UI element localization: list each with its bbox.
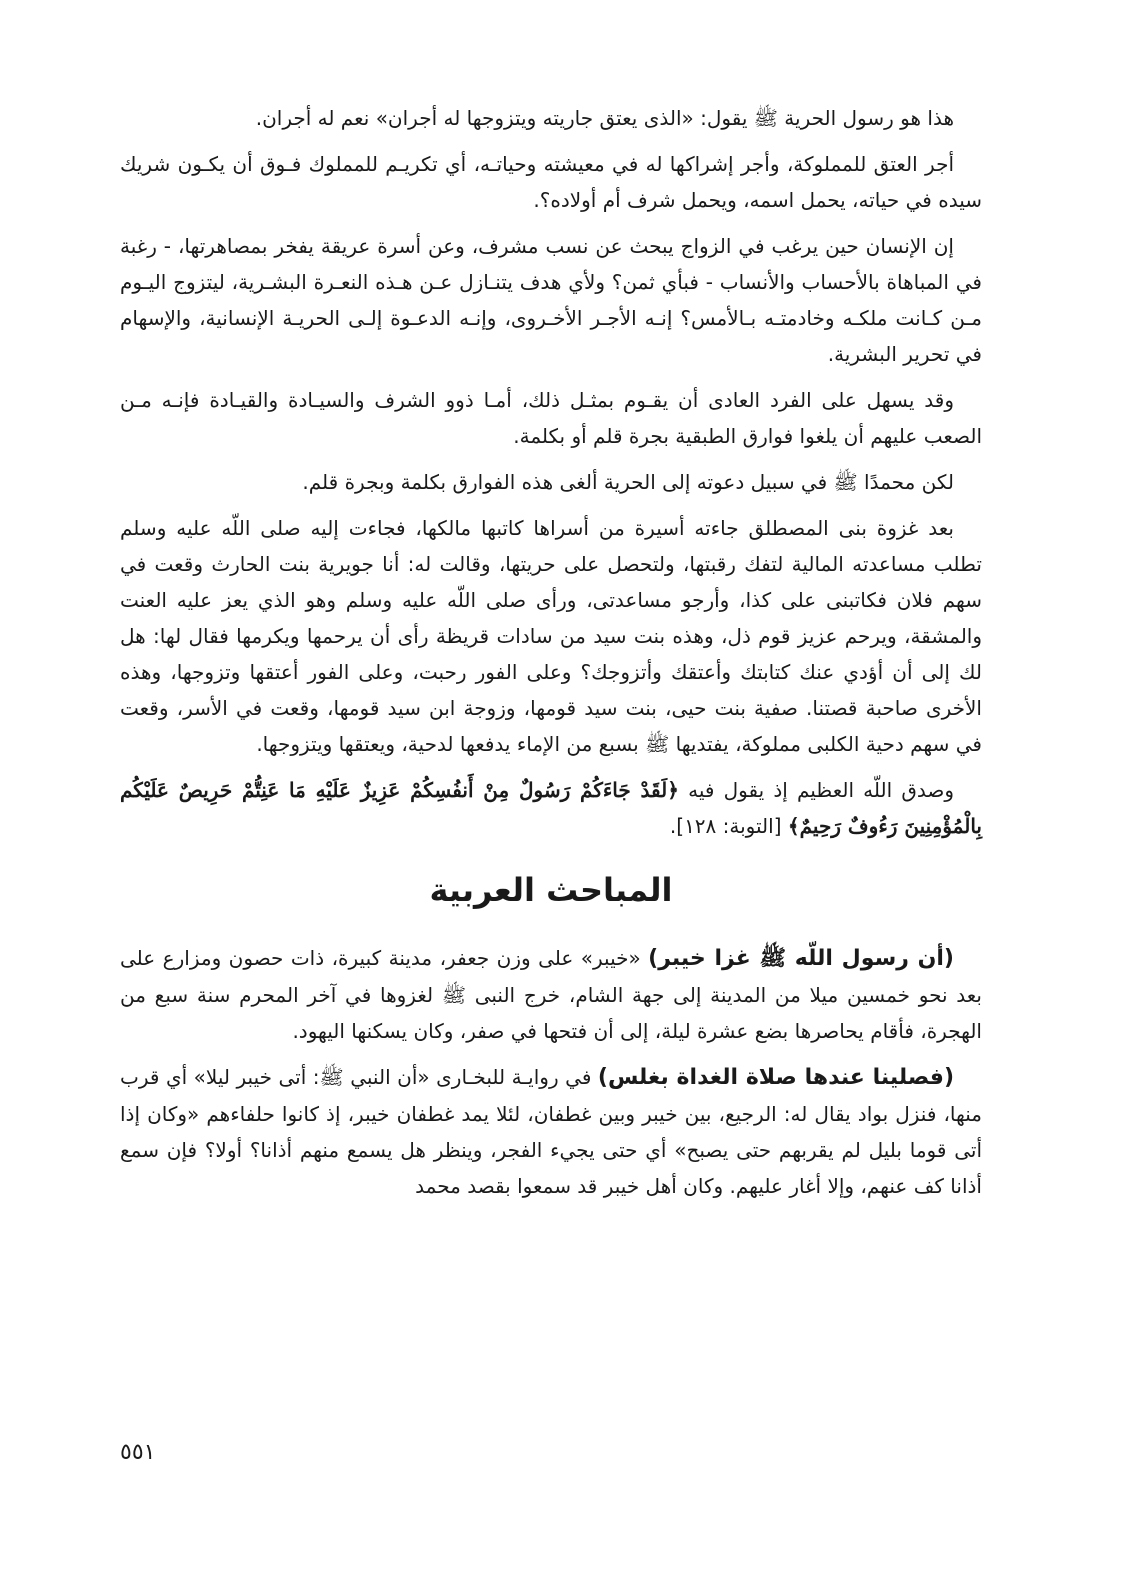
quran-verse: ﴿لَقَدْ جَاءَكُمْ رَسُولٌ مِنْ أَنفُسِكُمْ عَزِيزٌ عَلَيْهِ مَا عَنِتُّمْ حَرِيصٌ عَلَيْكُم بِالْمُؤْمِنِينَ رَءُوفٌ رَحِيمٌ﴾	[120, 778, 982, 838]
paragraph: بعد غزوة بنى المصطلق جاءته أسيرة من أسراها كاتبها مالكها، فجاءت إليه صلى اللّه عليه وسلم تطلب مساعدته المالية لتفك رقبتها، ولتحصل على حريتها، وقالت له: أنا جويرية بنت الحارث وقعت في سهم فلان فكاتبنى على كذا، وأرجو مساعدتى، ورأى صلى اللّه عليه وسلم وهو الذي يعز عليه العنت والمشقة، ويرحم عزيز قوم ذل، وهذه بنت سيد من سادات قريظة رأى أن يرحمها ويكرمها فقال لها: هل لك إلى أن أؤدي عنك كتابتك وأعتقك وأتزوجك؟ وعلى الفور رحبت، وعلى الفور أعتقها وتزوجها، وهذه الأخرى صاحبة قصتنا. صفية بنت حيى، بنت سيد قومها، وزوجة ابن سيد قومها، وقعت في الأسر، وقعت في سهم دحية الكلبى مملوكة، يفتديها ﷺ بسبع من الإماء يدفعها لدحية، ويعتقها ويتزوجها.	[120, 516, 982, 756]
glossary-term: (فصلينا عندها صلاة الغداة بغلس)	[597, 1065, 954, 1090]
glossary-paragraph	[120, 940, 982, 1049]
paragraph: هذا هو رسول الحرية ﷺ يقول: «الذى يعتق جاريته ويتزوجها له أجران» نعم له أجران.	[255, 106, 954, 130]
paragraph: أجر العتق للمملوكة، وأجر إشراكها له في معيشته وحياتـه، أي تكريـم للمملوك فـوق أن يكـون شريك سيده في حياته، يحمل اسمه، ويحمل شرف أم أولاده؟.	[120, 152, 982, 212]
paragraph: لكن محمدًا ﷺ في سبيل دعوته إلى الحرية ألغى هذه الفوارق بكلمة وبجرة قلم.	[302, 470, 954, 494]
glossary-paragraph	[120, 1059, 982, 1204]
glossary-term: (أن رسول اللّه ﷺ غزا خيبر)	[648, 946, 954, 971]
paragraph: وقد يسهل على الفرد العادى أن يقـوم بمثـل ذلك، أمـا ذوو الشرف والسيـادة والقيـادة فإنـه مـن الصعب عليهم أن يلغوا فوارق الطبقية بجرة قلم أو بكلمة.	[120, 388, 982, 448]
section-title: المباحث العربية	[429, 871, 673, 909]
page-number: ٥٥١	[120, 1440, 156, 1465]
verse-reference: [التوبة: ١٢٨].	[669, 814, 782, 838]
glossary-text: في روايـة للبخـارى «أن النبي ﷺ: أتى خيبر ليلا» أي قرب منها، فنزل بواد يقال له: الرجيع، بين خيبر وبين غطفان، لئلا يمد غطفان خيبر، إذ كانوا حلفاءهم «وكان إذا أتى قوما بليل لم يقربهم حتى يصبح» أي حتى يجيء الفجر، وينظر هل يسمع منهم أذانا؟ أولا؟ فإن سمع أذانا كف عنهم، وإلا أغار عليهم. وكان أهل خيبر قد سمعوا بقصد محمد	[120, 1065, 982, 1198]
paragraph: إن الإنسان حين يرغب في الزواج يبحث عن نسب مشرف، وعن أسرة عريقة يفخر بمصاهرتها، - رغبة في المباهاة بالأحساب والأنساب - فبأي ثمن؟ ولأي هدف يتنـازل عـن هـذه النعـرة البشـرية، ليتزوج اليـوم مـن كـانت ملكـه وخادمتـه بـالأمس؟ إنـه الأجـر الأخـروى، وإنـه الدعـوة إلـى الحريـة الإنسانية، والإسهام في تحرير البشرية.	[120, 234, 982, 366]
verse-paragraph	[120, 772, 982, 844]
glossary-text: «خيبر» على وزن جعفر، مدينة كبيرة، ذات حصون ومزارع على بعد نحو خمسين ميلا من المدينة إلى جهة الشام، خرج النبى ﷺ لغزوها في آخر المحرم سنة سبع من الهجرة، فأقام يحاصرها بضع عشرة ليلة، إلى أن فتحها في صفر، وكان يسكنها اليهود.	[120, 946, 982, 1043]
verse-intro: وصدق اللّه العظيم إذ يقول فيه	[688, 778, 954, 802]
